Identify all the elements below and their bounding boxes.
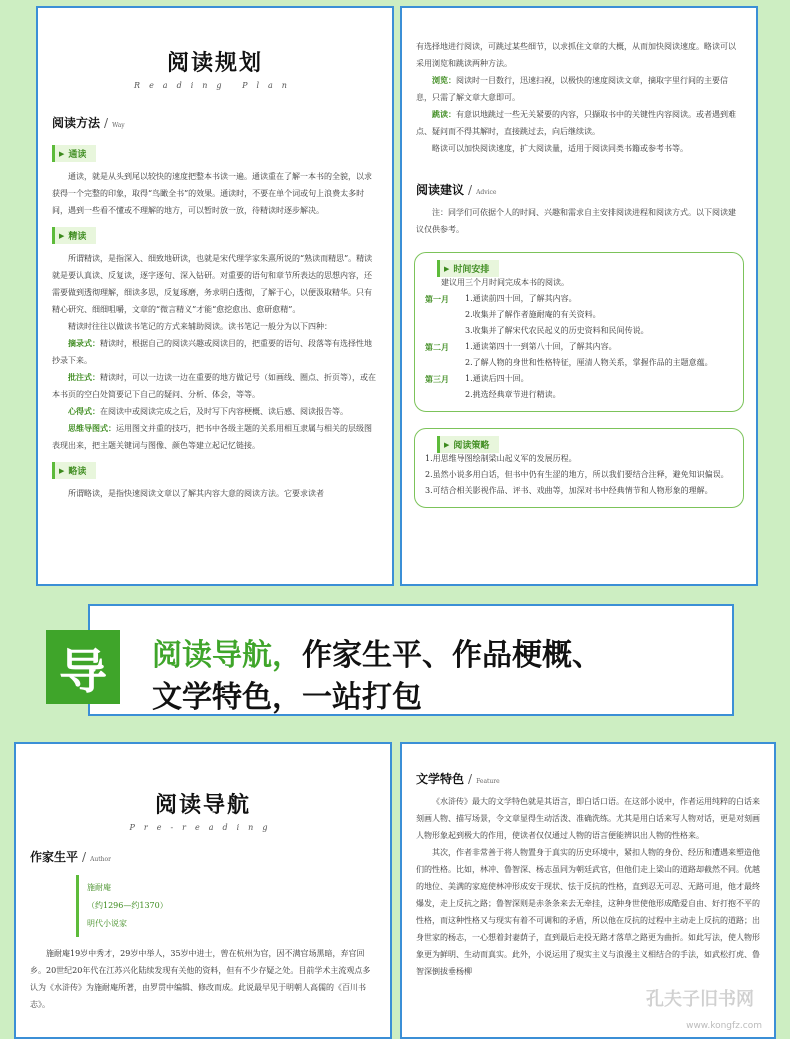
author-years: （约1296—约1370） (87, 901, 168, 910)
term-text: 精读时，可以一边读一边在重要的地方做记号（如画线、圈点、折页等），或在本书页的空白处简要记下自己的疑问、分析、体会，等等。 (52, 373, 376, 399)
time-intro: 建议用三个月时间完成本书的阅读。 (441, 278, 569, 287)
slash-icon: / (104, 116, 109, 130)
strategy-item: 1.用思维导图绘制梁山起义军的发展历程。 (425, 454, 577, 463)
month-item: 1.通读第四十一到第八十回，了解其内容。 (465, 342, 617, 351)
triangle-icon: ▶ (59, 231, 65, 240)
paragraph: 施耐庵19岁中秀才，29岁中举人，35岁中进士，曾在杭州为官，因不满官场黑暗，弃官回乡。20世纪20年代在江苏兴化陆续发现有关他的资料，但有不少存疑之处。目前学术主流观点多认为《水浒传》为施耐庵所著，由罗贯中编辑、修改而成。此说最早见于明朝人高儒的《百川书志》。 (30, 949, 371, 1009)
author-name: 施耐庵 (87, 883, 111, 892)
triangle-icon: ▶ (59, 149, 65, 158)
month-item: 2.了解人物的身世和性格特征，厘清人物关系，掌握作品的主题意蕴。 (465, 358, 713, 367)
paragraph (416, 72, 742, 106)
term-text: 在阅读中或阅读完成之后，及时写下内容梗概、读后感、阅读报告等。 (100, 407, 348, 416)
section-title: 阅读建议 (416, 183, 465, 197)
triangle-icon: ▶ (59, 466, 65, 475)
section-english: Author (90, 856, 112, 863)
triangle-icon: ▶ (444, 264, 450, 273)
highlight-term: 浏览： (432, 75, 456, 85)
note: 注：同学们可依据个人的时间、兴趣和需求自主安排阅读进程和阅读方式。以下阅读建议仅供参考。 (416, 208, 736, 234)
term-text: 精读时，根据自己的阅读兴趣或阅读目的，把重要的语句、段落等有选择性地抄录下来。 (52, 339, 372, 365)
triangle-icon: ▶ (444, 440, 450, 449)
paragraph: 略读可以加快阅读速度，扩大阅读量，适用于阅读同类书籍或参考书等。 (432, 144, 688, 153)
highlight-term: 心得式： (68, 406, 100, 416)
highlight-term: 跳读： (432, 109, 456, 119)
section-title: 作家生平 (30, 850, 79, 864)
section-english: Feature (476, 778, 500, 785)
page-subtitle: Reading Plan (134, 81, 296, 90)
strategy-box (414, 428, 744, 508)
tag-label: 阅读策略 (453, 441, 490, 451)
highlight-term: 批注式： (68, 372, 100, 382)
slash-icon: / (82, 850, 87, 864)
paragraph: 《水浒传》最大的文学特色就是其语言，即白话口语。在这部小说中，作者运用纯粹的白话来刻画人物、描写场景，令文章显得生动活泼、准确洗练。尤其是用白话来写人物对话，更是对刻画人物形象起到极大的作用，使读者仅仅通过人物的语言便能辨识出人物的性格来。 (416, 797, 760, 840)
tag-label: 略读 (68, 467, 87, 477)
month-row (425, 339, 733, 371)
term-text: 有意识地跳过一些无关紧要的内容，只撷取书中的关键性内容阅读。或者遇到难点、疑问而不得其解时，直接跳过去，向后继续读。 (416, 110, 736, 136)
term-text: 阅读时一目数行，迅速扫视，以极快的速度阅读文章，摘取字里行间的主要信息，只需了解文章大意即可。 (416, 76, 728, 102)
paragraph: 所谓略读，是指快速阅读文章以了解其内容大意的阅读方法。它要求读者 (68, 489, 324, 498)
page-literary-features (400, 742, 776, 1039)
section-english: Advice (476, 189, 497, 196)
month-name: 第三月 (425, 374, 449, 384)
page-reading-advice (400, 6, 758, 586)
strategy-item: 2.虽然小说多用白话，但书中仍有生涩的地方，所以我们要结合注释，避免知识偏误。 (425, 470, 729, 479)
tag-label: 精读 (68, 232, 87, 242)
strategy-item: 3.可结合相关影视作品、评书、戏曲等，加深对书中经典情节和人物形象的理解。 (425, 486, 713, 495)
paragraph (52, 369, 378, 403)
slash-icon: / (468, 183, 473, 197)
banner-text: 作家生平、作品梗概、 (302, 638, 602, 673)
page-pre-reading (14, 742, 392, 1039)
tag-label: 时间安排 (453, 265, 490, 275)
highlight-term: 摘录式： (68, 338, 100, 348)
section-title: 文学特色 (416, 772, 465, 786)
page-title: 阅读规划 (166, 50, 263, 76)
banner-line-2: 文学特色，一站打包 (152, 680, 422, 715)
author-era: 明代小说家 (87, 919, 127, 928)
tag-label: 通读 (68, 150, 87, 160)
paragraph (416, 106, 742, 140)
paragraph (52, 335, 378, 369)
month-item: 2.挑选经典章节进行精读。 (465, 390, 561, 399)
watermark-url: www.kongfz.com (686, 1021, 762, 1031)
month-row (425, 371, 733, 403)
banner-badge: 导 (46, 630, 120, 704)
month-row (425, 291, 733, 339)
section-heading (416, 181, 742, 198)
section-title: 阅读方法 (52, 116, 101, 130)
slash-icon: / (468, 772, 473, 786)
banner-highlight: 阅读导航， (152, 638, 302, 673)
paragraph (52, 420, 378, 454)
time-box (414, 252, 744, 412)
paragraph: 其次，作者非常善于将人物置身于真实的历史环境中，紧扣人物的身份、经历和遭遇来塑造他们的性格。比如，林冲、鲁智深、杨志虽同为朝廷武官，但他们走上梁山的道路却截然不同。优越的地位、美满的家庭使林冲形成安于现状、怯于反抗的性格，直到忍无可忍、无路可退，他才最终爆发，走上反抗之路；鲁智深则是赤条条来去无牵挂，这种身世使他形成酷爱自由、好打抱不平的性格，而这种性格又与现实有着不可调和的矛盾，所以他在反抗的过程中主动走上反抗的道路；出身世家的杨志，一心想着封妻荫子，直到最后走投无路才落草之路更为曲折。如此写法，使人物形象更为鲜明、生动而真实。此外，小说运用了現实主义与浪漫主义相结合的手法，如武松打虎、鲁智深倒拔垂杨柳 (416, 848, 760, 976)
page-subtitle: Pre-reading (129, 823, 277, 832)
page-title: 阅读导航 (154, 792, 251, 818)
month-item: 2.收集并了解作者施耐庵的有关资料。 (465, 310, 601, 319)
paragraph: 通读，就是从头到尾以较快的速度把整本书读一遍。通读重在了解一本书的全貌，以求获得一个完整的印象，取得“鸟瞰全书”的效果。通读时，不要在单个词或句上浪费太多时间，遇到一些看不懂或不理解的地方，可以暂时放一放，待精读时逐步解决。 (52, 172, 372, 215)
month-item: 1.通读后四十回。 (465, 374, 529, 383)
month-item: 3.收集并了解宋代农民起义的历史资料和民间传说。 (465, 326, 649, 335)
tag-tongdu (52, 145, 96, 162)
month-name: 第二月 (425, 342, 449, 352)
section-heading (52, 114, 378, 131)
section-heading (30, 848, 376, 865)
watermark-logo: 孔夫子旧书网 (646, 989, 754, 1010)
tag-strategy (437, 436, 499, 453)
tag-time (437, 260, 499, 277)
paragraph (52, 403, 378, 420)
banner-line-1 (152, 630, 602, 674)
paragraph: 有选择地进行阅读，可跳过某些细节，以求抓住文章的大概，从而加快阅读速度。略读可以采用浏览和跳读两种方法。 (416, 42, 736, 68)
page-reading-plan (36, 6, 394, 586)
author-box (76, 875, 376, 937)
paragraph: 所谓精读，是指深入、细致地研读，也就是宋代理学家朱熹所说的“熟读而精思”。精读就是要认真读、反复读，逐字逐句、深入钻研。对重要的语句和章节所表达的思想内容，还需要做到透彻理解，细读多思，反复琢磨，务求明白透彻，了解于心，以便汲取精华。只有精心研究、细细咀嚼，文章的“微言精义”才能“愈挖愈出、愈研愈精”。 (52, 254, 373, 314)
month-name: 第一月 (425, 294, 449, 304)
tag-jingdu (52, 227, 96, 244)
tag-luedu (52, 462, 96, 479)
term-text: 运用图文并重的技巧，把书中各级主题的关系用相互隶属与相关的层级图表现出来，把主题关键词与图像、颜色等建立起记忆链接。 (52, 424, 372, 450)
paragraph: 精读时往往以做读书笔记的方式来辅助阅读。读书笔记一般分为以下四种： (68, 322, 332, 331)
section-english: Way (112, 122, 125, 129)
month-item: 1.通读前四十回，了解其内容。 (465, 294, 577, 303)
highlight-term: 思维导图式： (68, 423, 116, 433)
section-heading (416, 770, 760, 787)
